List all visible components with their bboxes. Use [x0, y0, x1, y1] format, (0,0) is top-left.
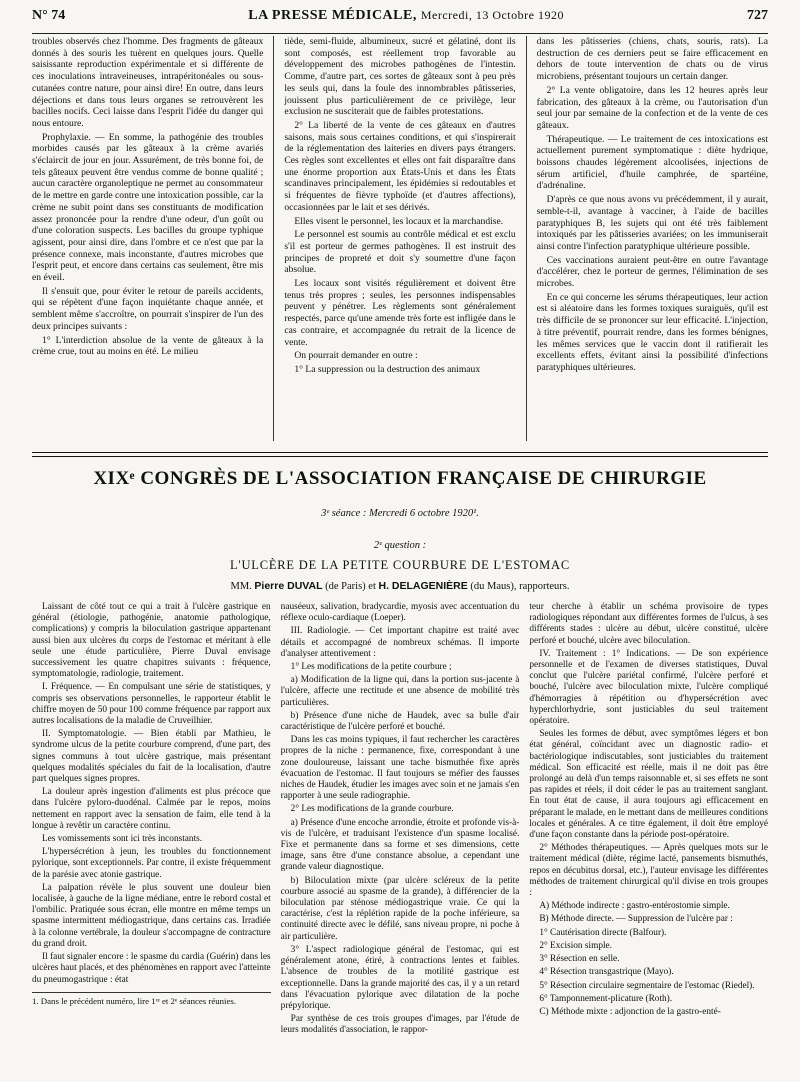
top-column-1 [32, 36, 263, 441]
paragraph: La palpation révèle le plus souvent une douleur bien localisée, à gauche de la ligne médiane, entre le rebord costal et l'ombilic. Pratiquée sous écran, elle montre en même temps un spasme intermittent médiogastrique, dans certains cas. Irradiée à la colonne vertébrale, la douleur s'accompagne de contracture du grand droit. [32, 882, 271, 949]
paragraph: 1° La suppression ou la destruction des animaux [294, 363, 481, 375]
congress-article-columns [32, 602, 768, 1074]
paragraph: II. Symptomatologie. — Bien établi par Mathieu, le syndrome ulcus de la petite courbure comprend, d'une part, des signes communs à tout ulcère gastrique, mais présentant quelques modalités spéciales du fait de la localisation, d'autre part quelques signes propres. [32, 729, 271, 785]
paragraph: a) Présence d'une encoche arrondie, étroite et profonde vis-à-vis de l'ulcère, et traduisant l'existence d'un spasme localisé. Fixe et permanente dans sa forme et ses dimensions, cette image, sans être d'une constance absolue, a cependant une grande valeur diagnostique. [280, 817, 520, 873]
paragraph: 4° Résection transgastrique (Mayo). [539, 967, 674, 978]
paragraph: 3° Résection en selle. [539, 954, 620, 965]
paragraph: III. Radiologie. — Cet important chapitre est traité avec détails et accompagné de nombreux schémas. Il importe d'analyser attentivement : [280, 626, 520, 659]
issue-date: Mercredi, 13 Octobre 1920 [420, 8, 564, 22]
paragraph: Ces vaccinations auraient peut-être en outre l'avantage d'accélérer, chez le porteur de germes, l'élimination de ses microbes. [536, 254, 768, 290]
page-number: 727 [747, 8, 768, 23]
top-column-2 [284, 36, 515, 441]
paragraph: 2° La liberté de la vente de ces gâteaux en d'autres saisons, mais sous certaines conditions, et qui s'inspirerait de la réglementation des laiteries en divers pays étrangers. Ces règles sont excellentes et elles ont fait disparaître dans une énorme proportion aux États-Unis et dans les États scandinaves principalement, les épidémies si redoutables et si fréquentes de fièvre typhoïde (et d'autres affections), occasionnées par le lait et ses dérivés. [284, 119, 516, 213]
paragraph: 2° Méthodes thérapeutiques. — Après quelques mots sur le traitement médical (diète, régime lacté, pansements bismuthés, repos en décubitus dorsal, etc.), l'auteur envisage les différentes méthodes de traitement chirurgical qu'il divise en trois groupes : [529, 843, 769, 899]
author-place: (du Maus), rapporteurs. [470, 581, 570, 592]
bottom-column-2 [281, 602, 520, 1074]
journal-title: LA PRESSE MÉDICALE, [248, 8, 417, 23]
session-line: 3ᵉ séance : Mercredi 6 octobre 1920¹. [321, 508, 479, 519]
paragraph: 2° Excision simple. [539, 940, 613, 951]
paragraph: 5° Résection circulaire segmentaire de l'estomac (Riedel). [539, 980, 755, 991]
authors-prefix: MM. [230, 581, 252, 592]
congress-title: XIXᵉ CONGRÈS DE L'ASSOCIATION FRANÇAISE DE CHIRURGIE [93, 468, 707, 489]
top-article-columns [32, 36, 768, 441]
paragraph: Thérapeutique. — Le traitement de ces intoxications est actuellement purement symptomatique : diète hydrique, boissons chaudes légèrement alcoolisées, injections de sérum artificiel, d'huile camphrée, de spartéine, d'adrénaline. [536, 133, 768, 192]
paragraph: Seules les formes de début, avec symptômes légers et bon état général, coïncidant avec un diagnostic radio- et bactériologique indiscutables, sont justiciables du traitement médical. Son efficacité est réelle, mais il ne doit pas être prolongé au delà d'un temps raisonnable et, si ses effets ne sont pas rapides et réels, il doit céder le pas au traitement sanglant. En tout état de cause, il aura toujours agi efficacement en préparant le malade, en le mettant dans de meilleures conditions locales et générales. A ce titre également, il doit être employé d'une façon constante dans la période post-opératoire. [529, 729, 769, 841]
paragraph: A) Méthode indirecte : gastro-entérostomie simple. [539, 901, 730, 912]
paragraph: Elles visent le personnel, les locaux et la marchandise. [294, 215, 504, 227]
paragraph: Les locaux sont visités régulièrement et doivent être tenus très propres ; seules, les personnes indispensables peuvent y pénétrer. Les règlements sont généralement respectés, parce qu'une amende très forte est infligée dans le cas contraire, et accompagnée du retrait de la licence de vente. [284, 278, 516, 348]
paragraph: a) Modification de la ligne qui, dans la portion sus-jacente à l'ulcère, affecte une rectitude et une absence de mobilité très particulières. [280, 675, 520, 708]
paragraph: 1° Cautérisation directe (Balfour). [539, 927, 667, 938]
paragraph: dans les pâtisseries (chiens, chats, souris, rats). La destruction de ces derniers peut se faire efficacement en dehors de toute intervention de chats ou de virus microbiens, présentant toujours un certain danger. [536, 36, 768, 83]
paragraph: Dans les cas moins typiques, il faut rechercher les caractères propres de la niche : permanence, fixe, correspondant à une zone douloureuse, laissant une tache bismuthée fixe après évacuation de l'estomac. Il faut toujours se méfier des fausses niches de Haudek, étudier les images avec soin et ne jamais s'en rapporter à une seule radiographie. [280, 735, 520, 802]
paragraph: On pourrait demander en outre : [294, 350, 418, 362]
paragraph: 3° L'aspect radiologique général de l'estomac, qui est généralement atone, étiré, à contractions lentes et faibles. L'absence de troubles de la motilité gastrique est exceptionnelle. Dans la grande majorité des cas, il y a un retard dans l'évacuation pylorique avec dilatation de la poche prépylorique. [280, 944, 520, 1011]
author-name: Pierre DUVAL [254, 580, 323, 592]
footnote: 1. Dans le précédent numéro, lire 1ʳᵉ et 2ᵉ séances réunies. [32, 992, 271, 1007]
top-column-3 [537, 36, 768, 441]
paragraph: tiède, semi-fluide, albumineux, sucré et gélatiné, dont ils sont composés, est réellement trop favorable au développement des microbes pathogènes de l'intestin. Comme, d'autre part, ces sortes de gâteaux sont à peu près les seuls qui, dans la foule des innombrables pâtisseries, jouissent plus particulièrement de ce privilège, leur exclusion ne susciterait que de faibles protestations. [284, 36, 516, 118]
column-divider [273, 36, 274, 441]
paragraph: troubles observés chez l'homme. Des fragments de gâteaux donnés à des souris les tuèrent en quelques jours. Quelle saisissante reproduction expérimentale et si différente de ces inoculations intraveineuses, intrapéritonéales ou sous-cutanées contre nature, pour ainsi dire! En outre, dans leurs déjections et dans tous leurs organes se retrouvèrent les bacilles nocifs. Ceci laisse dans l'esprit l'idée du danger qui nous entoure. [32, 36, 264, 129]
paragraph: teur cherche à établir un schéma provisoire de types radiologiques répondant aux différentes formes de l'ulcus, à ses différents stades : ulcère au début, ulcère constitué, ulcère perforé et bouché, ulcère avec biloculation. [529, 602, 769, 646]
paragraph: D'après ce que nous avons vu précédemment, il y aurait, semble-t-il, avantage à vacciner, à l'aide de bacilles paratyphiques B, les sujets qui ont été très faiblement intoxiqués par les pâtisseries avariées; on les immuniserait ainsi contre l'infection paratyphique ultérieure possible. [536, 194, 768, 252]
bottom-column-1 [32, 602, 271, 1074]
paragraph: Laissant de côté tout ce qui a trait à l'ulcère gastrique en général (étiologie, pathogénie, anatomie pathologique, complications) y compris la biloculation gastrique appartenant aussi bien aux ulcères du corps de l'estomac et méritant à elle seule une étude particulière, Pierre Duval envisage successivement les quatre chapitres suivants : fréquence, symptomatologie, radiologie, traitement. [32, 602, 271, 680]
author-name: H. DELAGENIÈRE [378, 580, 468, 592]
paragraph: nauséeux, salivation, bradycardie, myosis avec accentuation du réflexe oculo-cardiaque (Loeper). [280, 602, 520, 624]
paragraph: 1° L'interdiction absolue de la vente de gâteaux à la crème crue, tout au moins en été. Le milieu [32, 334, 264, 358]
paragraph: Prophylaxie. — En somme, la pathogénie des troubles morbides causés par les gâteaux à la crème avariés s'éclaircit de jour en jour. Assurément, de très bonne foi, de tels gâteaux peuvent être vendus comme de bonne qualité ; aucun caractère organoleptique ne permet au consommateur de le mettre en garde contre une intoxication possible, car la crème ne subit point dans ses constituants de modification assez prononcée pour la rendre d'une odeur, d'un goût ou d'une coloration suspects. Les bacilles du groupe typhique agissent, pour ainsi dire, dans l'ombre et ce n'est que par la présence connexe, mais inconstante, d'autres microbes que l'esprit peut, et encore dans certains cas seulement, être mis en éveil. [32, 131, 264, 284]
bottom-column-3 [529, 602, 768, 1074]
paragraph: Le personnel est soumis au contrôle médical et est exclu s'il est porteur de germes pathogènes. Il est instruit des principes de propreté et doit s'y soumettre d'une façon absolue. [284, 229, 516, 276]
question-line: 2ᵉ question : [373, 540, 427, 551]
author-place: (de Paris) et [325, 581, 376, 592]
paragraph: Il s'ensuit que, pour éviter le retour de pareils accidents, qui se répètent d'une façon inquiétante chaque année, et semblent même s'accroître, on pourrait s'inspirer de l'un des deux principes suivants : [32, 285, 264, 332]
paragraph: IV. Traitement : 1° Indications. — De son expérience personnelle et de l'examen de diverses statistiques, Duval conclut que l'ulcère pariétal confirmé, l'ulcère perforé et bouché, l'ulcère avec biloculation mixte, l'ulcère compliqué d'hémorragies à répétition ou d'hypersécrétion avec hyperchlorhydrie, sont justiciables du seul traitement opératoire. [529, 648, 769, 727]
paragraph: 2° La vente obligatoire, dans les 12 heures après leur fabrication, des gâteaux à la crème, ou l'autorisation d'un seul jour par semaine de la confection et de la vente de ces gâteaux. [536, 84, 768, 131]
paragraph: B) Méthode directe. — Suppression de l'ulcère par : [539, 914, 733, 925]
paragraph: Les vomissements sont ici très inconstants. [42, 834, 203, 845]
paragraph: b) Présence d'une niche de Haudek, avec sa bulle d'air caractéristique de l'ulcère perforé et bouché. [280, 710, 520, 733]
paragraph: 2° Les modifications de la grande courbure. [290, 804, 454, 815]
paragraph: 6° Tamponnement-plicature (Roth). [539, 993, 673, 1004]
paragraph: En ce qui concerne les sérums thérapeutiques, leur action est si aléatoire dans les formes toxiques suraiguës, qu'il est très difficile de se prononcer sur leur efficacité. L'injection, à titre préventif, pourrait rendre, dans les formes bénignes, les mêmes services que le vaccin dont il ratifierait les excellents effets, évitant ainsi la possibilité d'infections paratyphiques ultérieures. [536, 291, 768, 373]
authors-line [32, 580, 768, 592]
paragraph: La douleur après ingestion d'aliments est plus précoce que dans l'ulcère pyloro-duodénal. Calmée par le repos, moins nettement en rapport avec la sensation de faim, elle tend à la longue à revêtir un caractère continu. [32, 787, 271, 831]
section-rule [32, 456, 768, 457]
paragraph: b) Biloculation mixte (par ulcère scléreux de la petite courbure associé au spasme de la grande), à différencier de la biloculation par sténose médiogastrique vraie. Ce qui la caractérise, c'est la réplétion rapide de la poche inférieure, sa continuité directe avec le défilé, sans niveau propre, ni poche à air particulière. [280, 875, 520, 942]
section-rule [32, 452, 768, 453]
column-divider [526, 36, 527, 441]
journal-masthead [248, 8, 564, 24]
paragraph: I. Fréquence. — En compulsant une série de statistiques, y compris ses observations personnelles, le rapporteur établit le chiffre moyen de 50 pour 100 comme fréquence par rapport aux autres localisations de la maladie de Cruveilhier. [32, 682, 271, 727]
paragraph: L'hypersécrétion à jeun, les troubles du fonctionnement pylorique, sont exceptionnels. Par contre, il existe fréquemment de la parésie avec atonie gastrique. [32, 847, 271, 880]
issue-number: N° 74 [32, 8, 66, 23]
paragraph: Il faut signaler encore : le spasme du cardia (Guérin) dans les ulcères haut placés, et des phénomènes en rapport avec l'atteinte du pneumogastrique : état [32, 952, 271, 985]
article-subject: L'ULCÈRE DE LA PETITE COURBURE DE L'ESTOMAC [229, 558, 571, 572]
paragraph: Par synthèse de ces trois groupes d'images, par l'étude de leurs modalités d'association, le rappor- [280, 1014, 520, 1036]
running-head [32, 8, 768, 34]
paragraph: C) Méthode mixte : adjonction de la gastro-enté- [539, 1006, 721, 1017]
paragraph: 1° Les modifications de la petite courbure ; [290, 662, 452, 673]
